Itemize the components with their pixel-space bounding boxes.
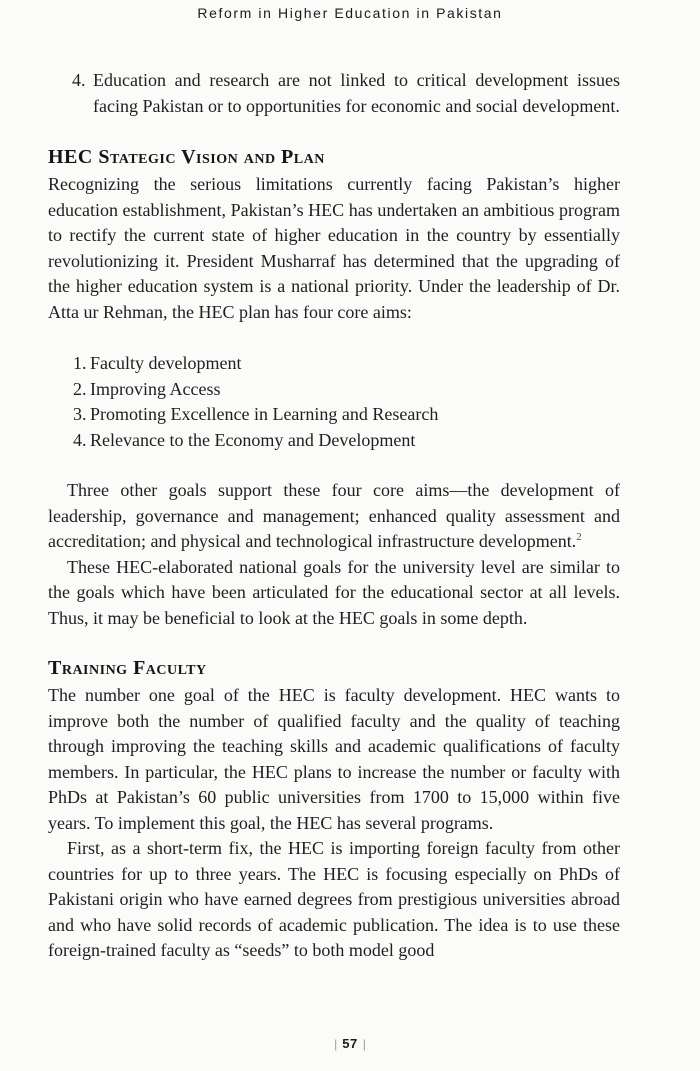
footnote-reference: 2 (576, 531, 582, 543)
section-heading-vision: HEC Stategic Vision and Plan (48, 146, 325, 168)
footer-bar-right: | (362, 1037, 366, 1051)
section-heading-training: Training Faculty (48, 657, 207, 679)
list-item (73, 377, 620, 403)
list-item-label: Promoting Excellence in Learning and Research (90, 404, 439, 424)
list-item (73, 351, 620, 377)
support-goals-text: Three other goals support these four core aims—the development of leadership, governance and management; enhanced quality assessment and accreditation; and physical and technological infrastructure development. (48, 480, 620, 551)
vision-intro-paragraph: Recognizing the serious limitations currently facing Pakistan’s higher education establishment, Pakistan’s HEC has undertaken an ambitious program to rectify the current state of higher education in the country by essentially revolutionizing it. President Musharraf has determined that the upgrading of the higher education system is a national priority. Under the leadership of Dr. Atta ur Rehman, the HEC plan has four core aims: (48, 174, 620, 322)
list-item-label: Relevance to the Economy and Development (90, 429, 416, 450)
list-item-label: Faculty development (90, 353, 242, 373)
goals-comparison-paragraph: These HEC-elaborated national goals for the university level are similar to the goals which have been articulated for the educational sector at all levels. Thus, it may be beneficial to look at the HEC goals in some depth. (48, 556, 620, 628)
list-item-marker: 2. (73, 378, 87, 399)
training-paragraph-2: First, as a short-term fix, the HEC is importing foreign faculty from other countries for up to three years. The HEC is focusing especially on PhDs of Pakistani origin who have earned degrees from prestigious universities abroad and who have solid records of academic publication. The idea is to use these foreign-trained faculty as “seeds” to both model good (48, 838, 620, 960)
training-paragraph-1: The number one goal of the HEC is faculty development. HEC wants to improve both the number of qualified faculty and the quality of teaching through improving the teaching skills and academic qualifications of faculty members. In particular, the HEC plans to increase the number or faculty with PhDs at Pakistan’s 60 public universities from 1700 to 15,000 within five years. To implement this goal, the HEC has several programs. (48, 685, 620, 833)
footer-bar-left: | (334, 1037, 338, 1051)
support-goals-paragraph (48, 478, 620, 555)
list-item-label: Improving Access (90, 378, 221, 399)
running-head: Reform in Higher Education in Pakistan (197, 5, 503, 21)
list-item-marker: 3. (73, 404, 87, 424)
numbered-item-4 (72, 68, 620, 119)
list-item (73, 402, 620, 428)
page-footer (0, 1036, 700, 1051)
page-number: 57 (342, 1036, 358, 1051)
list-item (73, 428, 620, 454)
numbered-item-4-text: Education and research are not linked to critical development issues facing Pakistan or to opportunities for economic and social development. (93, 70, 620, 116)
list-item-marker: 1. (73, 353, 87, 373)
list-item-marker: 4. (73, 429, 87, 450)
text-block (48, 68, 620, 964)
numbered-item-4-marker: 4. (72, 70, 86, 90)
core-aims-list (73, 351, 620, 453)
